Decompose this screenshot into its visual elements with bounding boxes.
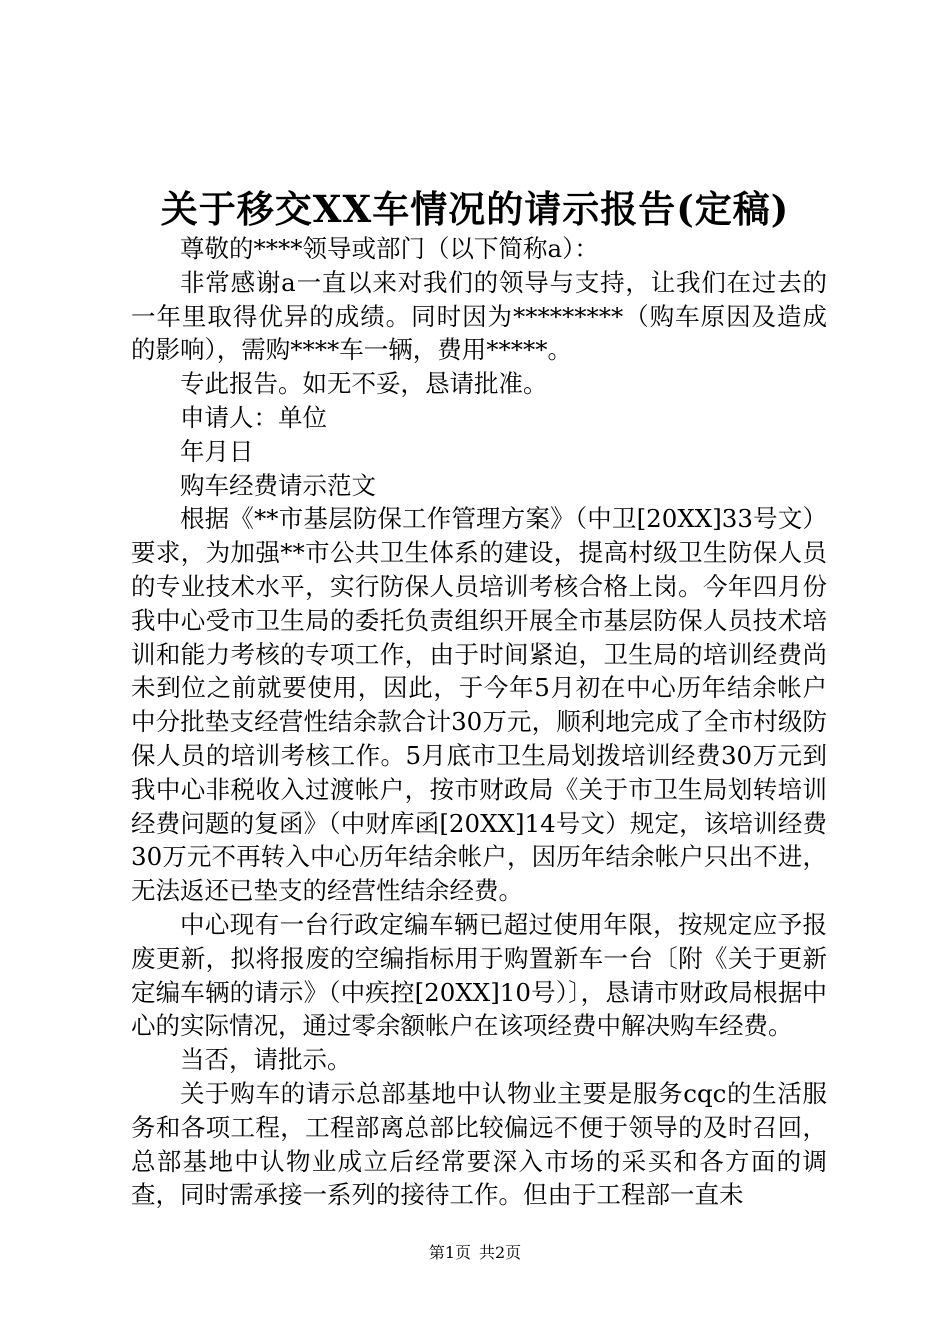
applicant-line: 申请人：单位: [180, 402, 327, 432]
funding-paragraph: 根据《**市基层防保工作管理方案》（中卫[20XX]33号文）要求，为加强**市公共卫生体系的建设，提高村级卫生防保人员的专业技术水平，实行防保人员培训考核合格上岗。今年四月份我中心受市卫生局的委托负责组织开展全市基层防保人员技术培训和能力考核的专项工作，由于时间紧迫，卫生局的培训经费尚未到位之前就要使用，因此，于今年5月初在中心历年结余帐户中分批垫支经营性结余款合计30万元，顺利地完成了全市村级防保人员的培训考核工作。5月底市卫生局划拨培训经费30万元到我中心非税收入过渡帐户，按市财政局《关于市卫生局划转培训经费问题的复函》（中财库函[20XX]14号文）规定，该培训经费30万元不再转入中心历年结余帐户，因历年结余帐户只出不进，无法返还已垫支的经营性结余经费。: [131, 504, 827, 906]
salutation-paragraph: 尊敬的****领导或部门（以下简称a）：: [180, 234, 599, 263]
purchase-request-paragraph: 关于购车的请示总部基地中认物业主要是服务cqc的生活服务和各项工程，工程部离总部比较偏远不便于领导的及时召回，总部基地中认物业成立后经常要深入市场的采买和各方面的调查，同时需承接一系列的接待工作。但由于工程部一直未: [131, 1078, 827, 1210]
page-number: 第1页: [428, 1243, 471, 1262]
closing-paragraph: 专此报告。如无不妥，恳请批准。: [180, 369, 548, 399]
section-heading: 购车经费请示范文: [180, 470, 376, 500]
page-footer: [0, 1242, 950, 1264]
date-line: 年月日: [180, 436, 254, 466]
document-body: [131, 232, 827, 1212]
document-title: 关于移交XX车情况的请示报告(定稿): [160, 187, 790, 231]
page-total: 共2页: [479, 1243, 522, 1262]
approval-request-line: 当否，请批示。: [180, 1045, 352, 1075]
vehicle-paragraph: 中心现有一台行政定编车辆已超过使用年限，按规定应予报废更新，拟将报废的空编指标用于购置新车一台〔附《关于更新定编车辆的请示》（中疾控[20XX]10号）〕，恳请市财政局根据中心的实际情况，通过零余额帐户在该项经费中解决购车经费。: [131, 909, 827, 1041]
thanks-paragraph: 非常感谢a一直以来对我们的领导与支持，让我们在过去的一年里取得优异的成绩。同时因为*********（购车原因及造成的影响），需购****车一辆，费用*****。: [131, 267, 827, 365]
